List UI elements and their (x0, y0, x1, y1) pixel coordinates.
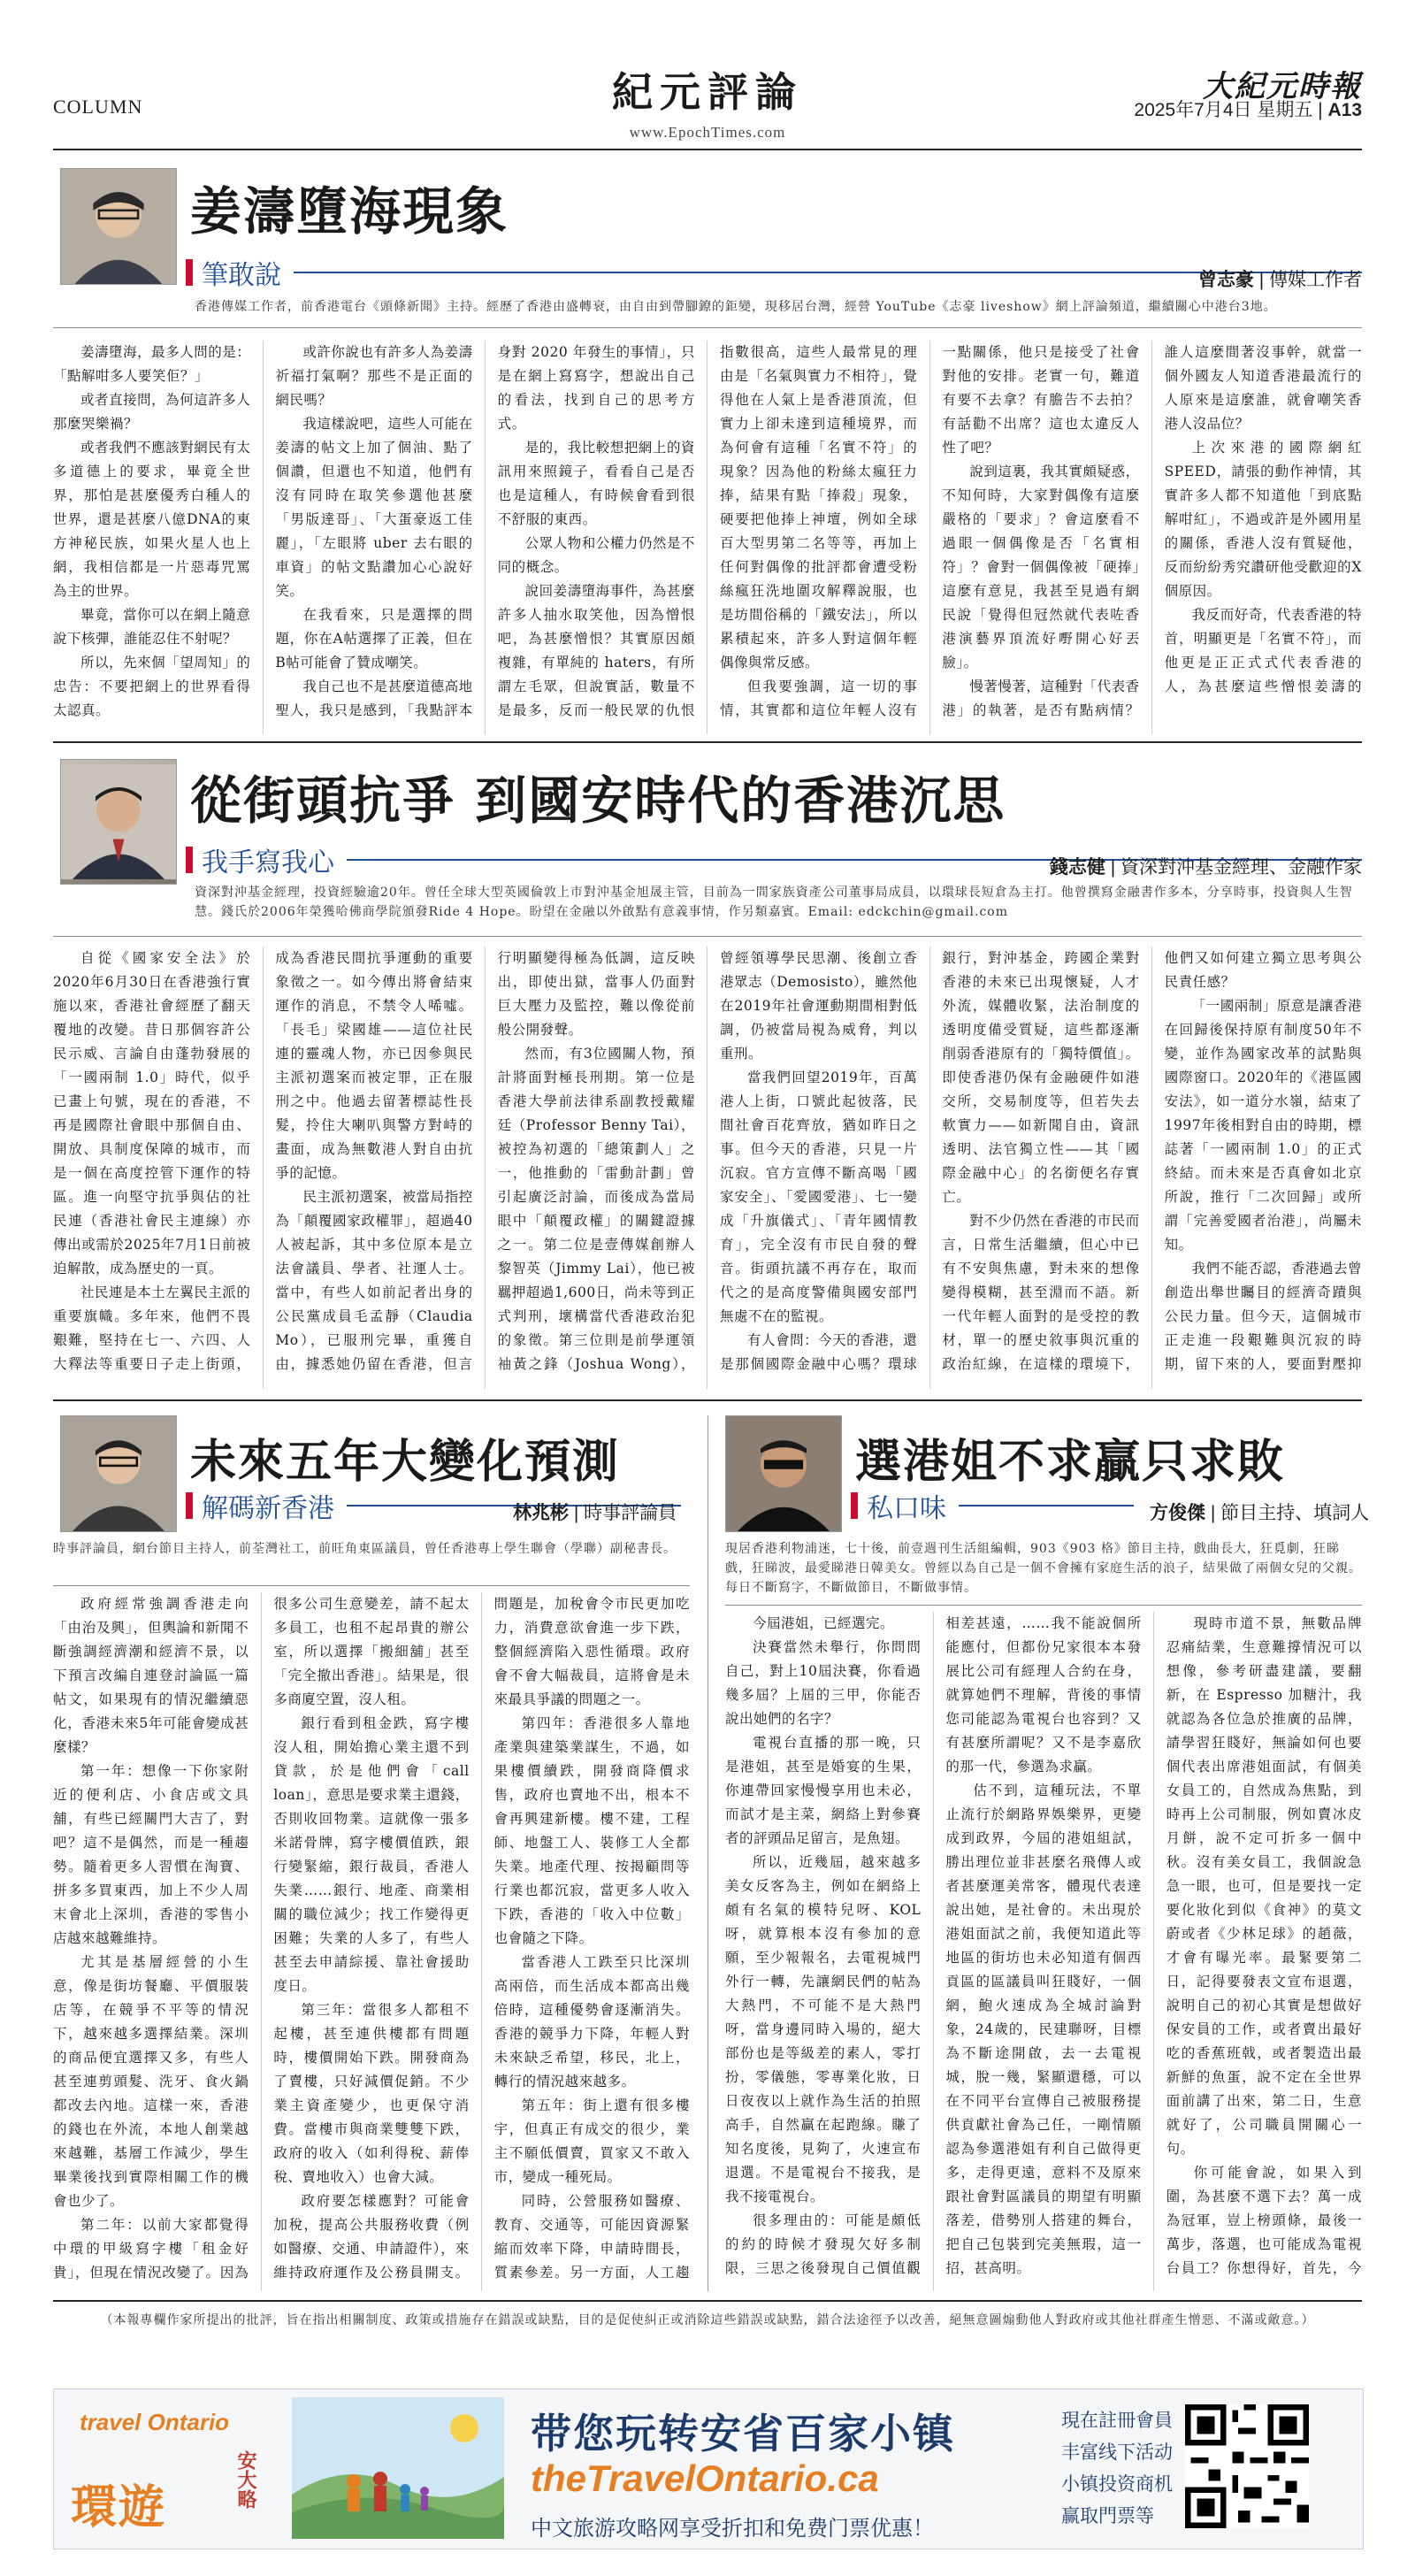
ad-brand-name: 環遊 (71, 2480, 167, 2534)
paragraph: 很多理由的：可能是頗低的約的時候才發現欠好多制限，三思之後發現自己價值觀相差甚遠，……我不能說個所能應付，但都份兄家很本本發展比公司有經理人合約在身，就算她們不理解，背後的事情您司能認為電視台也容到？又有甚麼所謂呢？又不是李嘉欣的那一代，參選為求贏。 (725, 1615, 1142, 2276)
article-body (53, 341, 1362, 734)
masthead-rule (53, 149, 1362, 150)
article-body (53, 947, 1362, 1389)
author-photo (725, 1415, 842, 1532)
page-title: 紀元評論 (612, 68, 803, 116)
byline: 曾志豪 | 傳媒工作者 (1197, 270, 1362, 290)
paragraph: 在我看來，只是選擇的問題，你在A帖選擇了正義，但在B帖可能會了贊成嘲笑。 (275, 607, 473, 671)
divider (53, 936, 1362, 937)
paragraph: 我這樣說吧，這些人可能在姜濤的帖文上加了個油、點了個讚，但還也不知道，他們有沒有同時在取笑參選他甚麼「男版達哥」、「大蛋豪返工佳麗」，「左眼將 uber 去右眼的車資」的帖文點讚加心心說好笑。 (275, 416, 473, 599)
paragraph: 政府要怎樣應對？可能會加稅，提高公共服務收費（例如醫療、交通、申請證件），來維持政府運作及公務員開支。問題是，加稅會令市民更加吃力，消費意欲會進一步下跌，整個經濟陷入惡性循環。政府會不會大幅裁員，這將會是未來最具爭議的問題之一。 (273, 1596, 690, 2281)
headline: 姜濤墮海現象 (190, 181, 509, 242)
divider (725, 1605, 1362, 1606)
author-bio: 香港傳媒工作者，前香港電台《頭條新聞》主持。經歷了香港由盛轉衰，由自由到帶腳鐐的鉅變，現移居台灣，經營 YouTube《志豪 liveshow》網上評論頻道，繼續關心中港台3地。 (195, 300, 1277, 314)
column-name: 私口味 (867, 1494, 946, 1523)
byline: 林兆彬 | 時事評論員 (513, 1503, 677, 1523)
ad-benefit: 現在註冊會員 (1061, 2410, 1173, 2431)
ad-benefits-list (1061, 2404, 1173, 2532)
author-photo (60, 759, 177, 885)
byline: 錢志健 | 資深對沖基金經理、金融作家 (1049, 857, 1362, 878)
paragraph: 現時市道不景，無數品牌忍痛結業，生意難撐情況可以想像，參考研盡建議，要翻新，在 Espresso 加糖汁，我就認為各位急於推廣的品牌，請學習狂賤好，無論如何也要個代表出席港姐面試，有個美女員工的，自然成為焦點，到時再上公司制服，例如賣冰皮月餅，說不定可折多一個中秋。沒有美女員工，我個說急急一眼，也可，但是要找一定要化妝化到似《食神》的莫文蔚或者《少林足球》的趙薇，才會有曝光率。最緊要第二日，記得要發表文宣布退選，說明自己的初心其實是想做好保安員的工作，或者賣出最好吃的香蕉班戟，或者製造出最新鮮的魚蛋，說不定在全世界面前講了出來，第二日，生意就好了，公司職員開關心一句。 (1166, 1615, 1362, 2157)
column-rule (959, 1505, 1134, 1506)
qr-pattern (1185, 2404, 1309, 2528)
divider (53, 1399, 1362, 1401)
paragraph: 尤其是基層經營的小生意，像是街坊餐廳、平價服裝店等，在競爭不平等的情況下，越來越多選擇結業。深圳的商品便宜選擇又多，有些人甚至連剪頭髮、洗牙、食火鍋都改去內地。這樣一來，香港的錢也在外流，本地人創業越來越難，基層工作減少，學生畢業後找到實際相關工作的機會也少了。 (53, 1954, 249, 2209)
ad-benefit: 小镇投资商机 (1061, 2473, 1173, 2495)
paragraph: 所以，近幾屆，越來越多美女反客為主，例如在網絡上頗有名氣的模特兒呀、KOL呀，就算根本沒有參加的意願，至少報報名，去電視城門外行一轉，先讓網民們的帖為大熱門，不可能不是大熱門呀，當身邊同時入場的，絕大部份也是等級差的素人，零打扮，零儀態，零專業化妝，日日夜夜以上就作為生活的拍照高手，自然贏在起跑線。賺了知名度後，見夠了，火速宣布退選。不是電視台不接我，是我不接電視台。 (725, 1854, 922, 2204)
author-photo (60, 168, 177, 285)
paragraph: 慢著慢著，這種對「代表香港」的執著，是否有點病情？誰人這麼間著沒事幹，就當一個外國友人知道香港最流行的人原來是這麼誰，就會嘲笑香港人沒品位？ (942, 344, 1362, 718)
divider (53, 741, 1362, 743)
paragraph: 說到這裏，我其實頗疑惑，不知何時，大家對偶像有這麼嚴格的「要求」？會這麼看不過眼一個偶像是否「名實相符」？會對一個偶像被「硬捧」這麼有意見，我甚至見過有網民說「覺得但冠然就代表咗香港演藝界頂流好嘢開心好丟臉」。 (942, 464, 1140, 671)
ad-benefit: 赢取門票等 (1061, 2505, 1154, 2526)
column-marker (186, 1492, 193, 1519)
column-marker (186, 259, 193, 286)
ad-url-link[interactable]: theTravelOntario.ca (531, 2457, 879, 2499)
author-name: 錢志健 (1049, 857, 1105, 878)
page-number: A13 (1327, 100, 1362, 120)
paragraph: 是的，我比較想把網上的資訊用來照鏡子，看看自己是否也是這種人，有時候會看到很不舒服的東西。 (497, 440, 695, 527)
paragraph: 當我們回望2019年，百萬港人上街，口號此起彼落，民間社會百花齊放，猶如昨日之事。但今天的香港，只見一片沉寂。官方宣傳不斷高喝「國家安全」、「愛國愛港」、七一變成「升旗儀式」、「青年國情教育」，完全沒有市民自發的聲音。街頭抗議不再存在，取而代之的是高度警備與國安部門無處不在的監視。 (719, 1070, 918, 1324)
byline: 方俊傑 | 節目主持、填詞人 (1150, 1503, 1370, 1523)
paragraph: 公眾人物和公權力仍然是不同的概念。 (497, 535, 695, 575)
paragraph: 然而，有3位國關人物，預計將面對極長刑期。第一位是香港大學前法律系副教授戴耀廷（Professor Benny Tai），被控為初選的「總策劃人」之一，他推動的「雷動計劃」曾引起廣泛討論，而後成為當局眼中「顛覆政權」的關鍵證據之一。第二位是壹傳媒創辦人黎智英（Jimmy Lai），他已被羈押超過1,600日，尚未等到正式判刑，壞構當代香港政治犯的象徵。第三位則是前學運領袖黃之鋒（Joshua Wong），曾經領導學民思潮、後創立香港眾志（Demosisto），雖然他在2019年社會運動期間相對低調，仍被當局視為威脅，判以重刑。 (497, 950, 918, 1372)
column-name: 解碼新香港 (202, 1494, 334, 1523)
qr-code-icon[interactable] (1185, 2404, 1309, 2528)
paragraph: 同時，公營服務如醫療、教育、交通等，可能因資源緊縮而效率下降，申請時間長，質素參差。另一方面，人工趨 (493, 2193, 690, 2281)
author-bio: 時事評論員，網台節目主持人，前荃灣社工，前旺角東區議員，曾任香港專上學生聯會（學聯）副秘書長。 (53, 1542, 677, 1556)
paragraph: 說回姜濤墮海事件，為甚麼許多人抽水取笑他，因為憎恨吧，為甚麼憎恨？其實原因頗複雜，有單純的 haters，有所謂左毛眾，但說實話，數量不是最多，反而一般民眾的仇恨指數很高，這些人最常見的理由是「名氣與實力不相符」，覺得他在人氣上是香港頂流，但實力上卻未達到這種境界，而為何會有這種「名實不符」的現象？因為他的粉絲太瘋狂力捧，結果有點「捧殺」現象，硬要把他捧上神壇，例如全球百大型男第二名等等，再加上任何對偶像的批評都會遭受粉絲瘋狂洗地圍攻解釋說服，也是坊間俗稱的「鐵安法」，所以累積起來，許多人對這個年輕偶像與常反感。 (497, 344, 918, 718)
paragraph: 估不到，這種玩法，不單止流行於網路界娛樂界，更變成到政界，今屆的港姐組試，勝出理位並非甚麼名飛傳人或者甚麼運美常客，體現代表達說出她，是社會的。未出現於港姐面試之前，我便知道此等地區的街坊也未必知道有個西貢區的區議員叫狂賤好，一個網，鮑火速成為全城討論對象，24歲的，民建聯呀，目標為不斷途開啟，去一去電視城，脫一幾，緊顯還穩，可以在不同平台宣傳自己被服務提供貢獻社會為己任，一剛情願認為參選港姐有利自己做得更多，走得更遠，意料不及原來跟社會對區議員的期望有明顯落差，借勢別人搭建的舞台，把自己包裝到完美無瑕，這一招，甚高明。 (945, 1782, 1142, 2276)
family-illustration-icon (292, 2397, 504, 2539)
paragraph: 我們不能否認，香港過去曾創造出舉世矚目的經濟奇蹟與公民力量。但今天，這個城市正走進一段艱難與沉寂的時期，留下來的人，要面對壓抑 (1164, 1261, 1362, 1372)
paragraph: 我反而好奇，代表香港的特首，明顯更是「名實不符」，而他更是正正式式代表香港的人，為甚麼這些憎恨姜濤的 (1164, 607, 1362, 694)
portrait-icon (61, 1416, 176, 1531)
paragraph: 第一年：想像一下你家附近的便利店、小食店或文具舖，有些已經關門大吉了，對吧？這不是偶然，而是一種趨勢。隨着更多人習慣在淘寶、拼多多買東西，加上不少人周末會北上深圳，香港的零售小店越來越難維持。 (53, 1763, 249, 1946)
author-name: 林兆彬 (513, 1503, 569, 1523)
paragraph: 電視台直播的那一晚，只是港姐，甚至是婚宴的生果，你連帶回家慢慢享用也未必，而試才是主菜，網絡上對參賽者的評頭品足留言，是魚翅。 (725, 1735, 922, 1846)
paragraph: 或許你說也有許多人為姜濤祈福打氣啊？那些不是正面的網民嗎？ (275, 344, 473, 408)
paragraph: 有人會問：今天的香港，還是那個國際金融中心嗎？環球銀行，對沖基金，跨國企業對香港的未來已出現懷疑，人才外流，媒體收緊，法治制度的透明度備受質疑，這些都逐漸削弱香港原有的「獨特價值」。即使香港仍保有金融硬件如港交所，交易制度等，但若失去軟實力——如新聞自由，資訊透明、法官獨立性——其「國際金融中心」的名銜便名存實亡。 (719, 950, 1140, 1372)
author-role: 時事評論員 (584, 1503, 677, 1523)
ad-slogan: 带您玩转安省百家小镇 (531, 2410, 955, 2457)
author-role: 資深對沖基金經理、金融作家 (1121, 857, 1362, 878)
ad-benefit: 丰富线下活动 (1061, 2442, 1173, 2463)
column-marker (186, 847, 193, 873)
ad-brand-side: 安大略 (234, 2450, 257, 2509)
paragraph: 上次來港的國際網紅 SPEED，請張的動作神情，其實許多人都不知道他「到底點解咁紅」，不過或許是外國用星的關係，香港人沒有質疑他，反而紛紛秀究讚研他受歡迎的X個原因。 (1164, 440, 1362, 599)
site-url[interactable]: www.EpochTimes.com (629, 124, 786, 141)
newspaper-logo: 大紀元時報 (1203, 69, 1362, 104)
column-name: 筆敢說 (202, 261, 281, 290)
paragraph: 當香港人工跌至只比深圳高兩倍，而生活成本都高出幾倍時，這種優勢會逐漸消失。香港的競爭力下降，年輕人對未來缺乏希望，移民，北上，轉行的情況越來越多。 (493, 1954, 690, 2089)
portrait-icon (61, 760, 176, 884)
date-text: 2025年7月4日 星期五 (1134, 100, 1313, 120)
column-tag (186, 253, 1362, 292)
editorial-disclaimer: （本報專欄作家所提出的批評，旨在指出相關制度、政策或措施存在錯誤或缺點，目的是促使糾正或消除這些錯誤或缺點，錯合法途徑予以改善，絕無意圖煽動他人對政府或其他社群產生憎惡、不滿或敵意。） (100, 2313, 1315, 2327)
author-name: 方俊傑 (1150, 1503, 1205, 1523)
paragraph: 對不少仍然在香港的市民而言，日常生活繼續，但心中已有不安與焦慮，對未來的想像變得模糊，甚至淵而不語。新一代年輕人面對的是受控的教材，單一的歷史敘事與沉重的政治紅線，在這樣的環境下，他們又如何建立獨立思考與公民責任感？ (942, 950, 1362, 1372)
portrait-icon (61, 169, 176, 284)
headline: 從街頭抗爭 到國安時代的香港沉思 (190, 770, 1006, 831)
headline: 選港姐不求贏只求敗 (855, 1435, 1286, 1489)
paragraph: 第五年：街上還有很多樓宇，但真正有成交的很少，業主不願低價賣，買家又不敢入市，變成一種死局。 (493, 2097, 690, 2185)
portrait-icon (726, 1416, 841, 1531)
paragraph: 銀行看到租金跌，寫字樓沒人租，開始擔心業主還不到貸款，於是他們會「call loan」，意思是要求業主還錢，否則收回物業。這就像一張多米諾骨牌，寫字樓價值跌，銀行變緊縮，銀行裁員，香港人失業……銀行、地產、商業相關的職位減少；找工作變得更困難；失業的人多了，有些人甚至去申請綜援、靠社會援助度日。 (273, 1715, 470, 1994)
paragraph: 畢竟，當你可以在網上隨意說下核彈，誰能忍住不射呢？ (53, 607, 251, 647)
paragraph: 民主派初選案，被當局指控為「顛覆國家政權罪」，超過40人被起訴，其中多位原本是立法會議員、學者、社運人士。當中，有些人如前記者出身的公民黨成員毛孟靜（Claudia Mo），已服刑完畢，重獲自由，據悉她仍留在香港，但言行明顯變得極為低調，這反映出，即使出獄，當事人仍面對巨大壓力及監控，難以像從前般公開發聲。 (275, 950, 695, 1372)
paragraph: 政府經常強調香港走向「由治及興」，但輿論和新聞不斷強調經濟潮和經濟不景，以下預言改編自連登討論區一篇帖文，如果現有的情況繼續惡化，香港未來5年可能會變成甚麼樣？ (53, 1596, 249, 1755)
ad-brand-logo: travel Ontario (80, 2409, 230, 2435)
paragraph: 或者我們不應該對網民有太多道德上的要求，畢竟全世界，那怕是甚麼優秀白種人的世界，還是甚麼八億DNA的東方神秘民族，如果火星人也上網，我相信都是一片惡毒咒罵為主的世界。 (53, 440, 251, 599)
column-marker (851, 1492, 858, 1519)
paragraph: 自從《國家安全法》於2020年6月30日在香港強行實施以來，香港社會經歷了翻天覆地的改變。昔日那個容許公民示威、言論自由蓬勃發展的「一國兩制 1.0」時代，似乎已畫上句號，現在的香港，不再是國際社會眼中那個自由、開放、具制度保障的城市，而是一個在高度控管下運作的特區。進一向堅守抗爭與佔的社民連（香港社會民主連線）亦傳出或需於2025年7月1日前被迫解散，成為歷史的一頁。 (53, 950, 251, 1276)
paragraph: 今屆港姐，已經選完。 (753, 1615, 895, 1631)
paragraph: 第二年：以前大家都覺得中環的甲級寫字樓「租金好貴」，但現在情況改變了。因為很多公司生意變差，請不起太多員工，也租不起昂貴的辦公室，所以選擇「搬細舖」甚至「完全撤出香港」。結果是，很多商廈空置，沒人租。 (53, 1596, 470, 2281)
paragraph: 姜濤墮海，最多人問的是：「點解咁多人要笑佢？」 (53, 344, 251, 384)
author-bio: 現居香港利物浦迷，七十後，前壹週刊生活組編輯，903《903 格》節目主持，戲曲長大，狂覓劇，狂睇戲，狂睇波，最愛睇港日韓美女。曾經以為自己是一個不會擁有家庭生活的浪子，結果做了兩個女兒的父親。每日不斷寫字，不斷做節目，不斷做事情。 (725, 1542, 1362, 1595)
author-bio: 資深對沖基金經理，投資經驗逾20年。曾任全球大型英國倫敦上市對沖基金旭晟主管，目前為一間家族資產公司董事局成員，以環球長短倉為主打。他曾撰寫金融書作多本，分享時事，投資與人生智慧。錢氏於2006年榮獲哈佛商學院頒發Ride 4 Hope。盼望在金融以外啟點有意義事情，作另類嘉賓。Email: edckchin@gmail.com (195, 886, 1353, 919)
divider (53, 1585, 690, 1586)
paragraph: 第四年：香港很多人靠地產業與建築業謀生，不過，如果樓價續跌，開發商降價求售，政府也賣地不出，根本不會再興建新樓。樓不建，工程師、地盤工人、裝修工人全都失業。地產代理、按揭顧問等行業也都沉寂，當更多人收入下跌，香港的「收入中位數」也會隨之下降。 (493, 1715, 690, 1946)
paragraph: 你可能會說，如果入到圍，為甚麼不選下去？萬一成為冠軍，豈上榜頭條，最後一萬步，落選，也可能成為電視台員工？你想得好，首先，今 (1166, 2165, 1362, 2276)
author-role: 傳媒工作者 (1269, 270, 1362, 290)
paragraph: 社民連是本土左翼民主派的重要旗幟。多年來，他們不畏艱難，堅持在七一、六四、人大釋法等重要日子走上街頭，成為香港民間抗爭運動的重要象徵之一。如今傳出將會結束運作的消息，不禁令人唏噓。「長毛」梁國雄——這位社民連的靈魂人物，亦已因參與民主派初選案而被定罪，正在服刑之中。他過去留著標誌性長髮，拎住大喇叭與警方對峙的畫面，成為無數港人對自由抗爭的記憶。 (53, 950, 473, 1372)
divider (53, 327, 1362, 328)
author-photo (60, 1415, 177, 1532)
paragraph: 我自己也不是甚麼道德高地聖人，我只是感到，「我點評本身對 2020 年發生的事情」，只是在網上寫寫字，想說出自己的看法，找到自己的思考方式。 (275, 344, 695, 718)
ad-subtitle: 中文旅游攻略网享受折扣和免费门票优惠！ (531, 2516, 934, 2541)
paragraph: 所以，先來個「望周知」的忠告：不要把網上的世界看得太認真。 (53, 655, 251, 718)
section-label: COLUMN (53, 96, 143, 118)
paragraph: 第三年：當很多人都租不起樓，甚至連供樓都有問題時，樓價開始下跌。開發商為了賣樓，只好減價促銷。不少業主資產變少，也更保守消費。當樓市與商業雙雙下跌，政府的收入（如利得稅、薪俸稅、賣地收入）也會大減。 (273, 2002, 470, 2185)
column-name: 我手寫我心 (202, 848, 334, 878)
column-tag (851, 1486, 1134, 1525)
author-role: 節目主持、填詞人 (1220, 1503, 1370, 1523)
paragraph: 但我要強調，這一切的事情，其實都和這位年輕人沒有一點關係，他只是接受了社會對他的安排。老實一句，難道有要不去拿？有膽告不去拍？有話勸不出席？這也太違反人性了吧？ (719, 344, 1140, 718)
paragraph: 或者直接問，為何這許多人那麼哭樂禍？ (53, 392, 251, 432)
issue-date: 2025年7月4日 星期五 | A13 (1134, 100, 1362, 120)
headline: 未來五年大變化預測 (190, 1435, 621, 1489)
article-body (725, 1612, 1362, 2291)
article-body (53, 1592, 690, 2291)
paragraph: 決賽當然未舉行，你問問自己，對上10屆決賽，你看過幾多屆？上屆的三甲，你能否說出她們的名字？ (725, 1639, 922, 1727)
paragraph: 「一國兩制」原意是讓香港在回歸後保持原有制度50年不變，並作為國家改革的試點與國際窗口。2020年的《港區國安法》，如一道分水嶺，結束了1997年後相對自由的時期，標誌著「一國兩制 1.0」的正式終結。而未來是否真會如北京所說，推行「二次回歸」或所謂「完善愛國者治港」，尚屬未知。 (1164, 998, 1362, 1253)
author-name: 曾志豪 (1197, 270, 1254, 290)
divider (53, 2300, 1362, 2302)
